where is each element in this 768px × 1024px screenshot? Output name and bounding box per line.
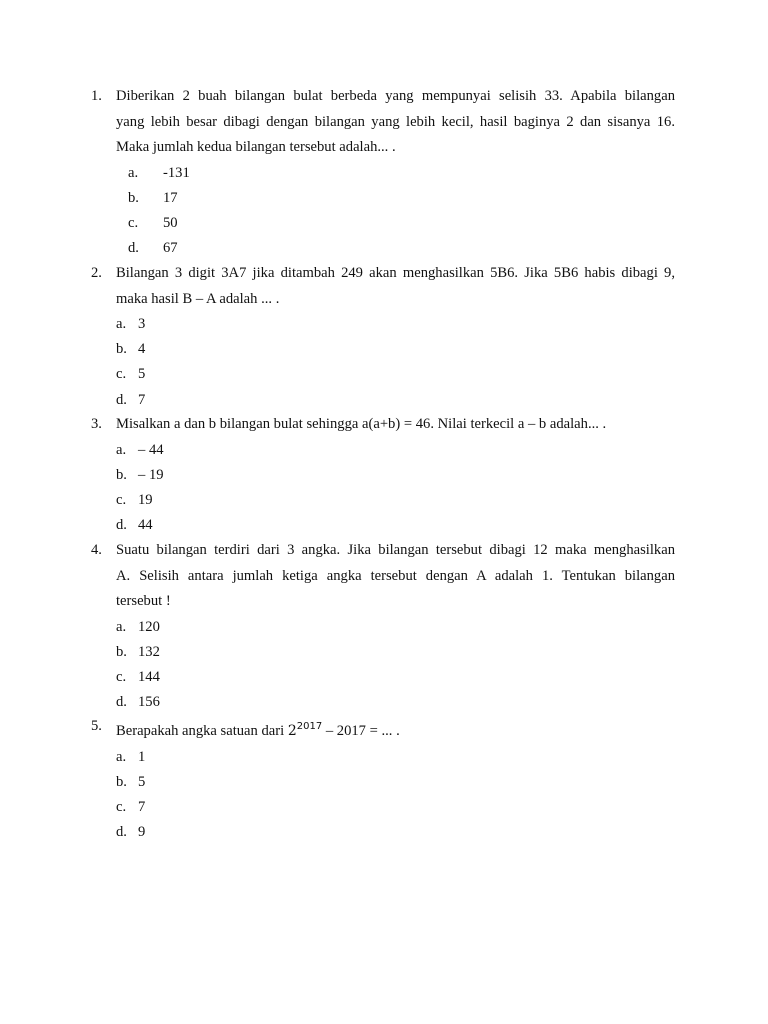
option-label: d.: [116, 824, 127, 841]
option-b: [116, 463, 675, 488]
question-stem-line: yang lebih besar dibagi dengan bilangan yang lebih kecil, hasil baginya 2 dan sisanya 16.: [116, 113, 675, 130]
option-d: [116, 820, 675, 845]
option-value: 120: [138, 618, 160, 635]
options-list: [116, 615, 675, 716]
option-value: -131: [163, 164, 190, 181]
question-number: 2.: [91, 265, 102, 281]
option-value: 4: [138, 341, 146, 358]
option-a: [116, 745, 675, 770]
option-value: 67: [163, 240, 178, 257]
option-value: – 19: [138, 466, 164, 483]
option-label: a.: [116, 316, 127, 332]
option-b: [116, 640, 675, 665]
option-label: a.: [116, 618, 127, 635]
option-c: [116, 362, 675, 387]
option-label: b.: [128, 189, 139, 206]
question-stem-line: Diberikan 2 buah bilangan bulat berbeda yang mempunyai selisih 33. Apabila bilangan: [116, 88, 675, 104]
question-number: 4.: [91, 542, 102, 558]
options-list: [116, 745, 675, 846]
option-a: [128, 161, 675, 186]
question-4: [91, 538, 675, 715]
option-value: 5: [138, 773, 146, 790]
option-label: b.: [116, 466, 127, 483]
question-stem-line: Misalkan a dan b bilangan bulat sehingga a(a+b) = 46. Nilai terkecil a – b adalah... .: [116, 416, 607, 432]
question-number: 1.: [91, 88, 102, 104]
option-label: a.: [128, 164, 139, 181]
options-list: [116, 438, 675, 539]
question-stem-line: Bilangan 3 digit 3A7 jika ditambah 249 akan menghasilkan 5B6. Jika 5B6 habis dibagi 9,: [116, 265, 675, 281]
power-base: 2: [287, 723, 297, 739]
option-label: d.: [128, 240, 139, 257]
option-label: d.: [116, 517, 127, 534]
option-c: [116, 665, 675, 690]
option-value: 19: [138, 491, 153, 508]
question-stem-line: Suatu bilangan terdiri dari 3 angka. Jika bilangan tersebut dibagi 12 maka menghasilkan: [116, 542, 675, 558]
option-label: c.: [116, 491, 127, 508]
option-label: b.: [116, 643, 127, 660]
question-number: 3.: [91, 416, 102, 432]
option-a: [116, 615, 675, 640]
question-3: [91, 412, 675, 538]
question-number: 5.: [91, 718, 102, 734]
option-value: 50: [163, 214, 178, 231]
option-d: [116, 388, 675, 413]
power-exponent: 2017: [296, 721, 323, 732]
option-label: b.: [116, 341, 127, 358]
option-label: c.: [128, 214, 139, 231]
option-label: c.: [116, 668, 127, 685]
option-d: [116, 513, 675, 538]
question-stem-line: [116, 714, 675, 745]
option-b: [116, 770, 675, 795]
option-label: c.: [116, 366, 127, 383]
option-value: 1: [138, 748, 146, 765]
option-label: d.: [116, 694, 127, 711]
option-value: 5: [138, 366, 146, 383]
option-c: [128, 211, 675, 236]
option-c: [116, 795, 675, 820]
option-label: c.: [116, 798, 127, 815]
option-value: 44: [138, 517, 153, 534]
option-a: [116, 312, 675, 337]
question-stem-line: A. Selisih antara jumlah ketiga angka tersebut dengan A adalah 1. Tentukan bilangan: [116, 567, 675, 584]
option-c: [116, 488, 675, 513]
question-stem-line: tersebut !: [116, 593, 171, 609]
question-1: [91, 84, 675, 261]
question-stem-line: maka hasil B – A adalah ... .: [116, 290, 280, 307]
option-b: [128, 186, 675, 211]
option-label: a.: [116, 441, 127, 458]
question-2: [91, 261, 675, 413]
option-value: 17: [163, 189, 178, 206]
options-list: [116, 312, 675, 413]
option-label: b.: [116, 773, 127, 790]
option-value: 7: [138, 798, 146, 815]
options-list: [128, 161, 675, 262]
option-value: – 44: [138, 441, 164, 458]
stem-prefix: Berapakah angka satuan dari: [116, 723, 285, 739]
option-value: 144: [138, 668, 160, 685]
option-b: [116, 337, 675, 362]
option-value: 156: [138, 694, 160, 711]
option-value: 9: [138, 824, 146, 841]
stem-suffix: – 2017 = ... .: [325, 723, 400, 739]
option-a: [116, 438, 675, 463]
option-value: 132: [138, 643, 160, 660]
question-5: [91, 714, 675, 845]
option-d: [116, 690, 675, 715]
option-value: 3: [138, 316, 146, 332]
option-label: a.: [116, 748, 127, 765]
option-label: d.: [116, 391, 127, 408]
option-d: [128, 236, 675, 261]
question-stem-line: Maka jumlah kedua bilangan tersebut adalah... .: [116, 139, 396, 155]
option-value: 7: [138, 391, 146, 408]
